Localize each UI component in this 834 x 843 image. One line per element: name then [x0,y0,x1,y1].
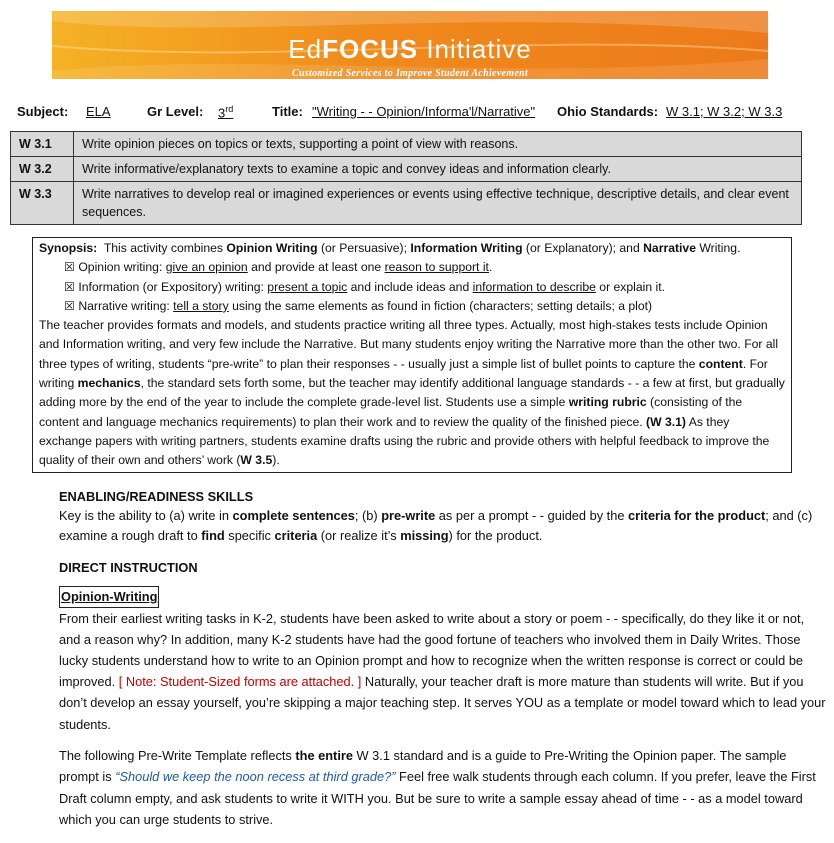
synopsis-paragraph: The teacher provides formats and models, and students practice writing all three types. Actually, most high-stakes tests include Opinion and Information writing, and very few include the Narrative. But many students enjoy writing the Narrative more than the other two. For all three types of writing, students “pre-write” to plan their responses - - usually just a simple list of bullet points to capture the content. For writing mechanics, the standard sets forth some, but the teacher may identify additional language standards - - a few at first, but gradually adding more by the end of the year to include the complete grade-level list. Students use a simple writing rubric (consisting of the content and language mechanics requirements) to plan their work and to review the quality of the finished piece. (W 3.1) As they exchange papers with writing partners, students examine drafts using the rubric and provide others with helpful feedback to improve the quality of their own and others’ work (W 3.5). [39,318,785,468]
enabling-text: Key is the ability to (a) write in complete sentences; (b) pre-write as per a prompt - - guided by the criteria for the product; and (c) examine a rough draft to find specific criteria (or realize it’s missing) for the product. [59,508,813,543]
table-row [11,182,802,225]
brand-tagline: Customized Services to Improve Student Achievement [291,68,528,79]
grade-value: 3rd [218,104,234,121]
grade-label: Gr Level: [147,104,204,119]
standard-text: Write narratives to develop real or imagined experiences or events using effective technique, descriptive details, and clear event sequences. [74,182,802,225]
standards-label: Ohio Standards: [557,104,659,119]
standards-table [10,131,802,225]
standard-text: Write informative/explanatory texts to examine a topic and convey ideas and information clearly. [74,157,802,182]
checklist-item-information: ☒ Information (or Expository) writing: present a topic and include ideas and information to describe or explain it. [64,279,666,294]
opinion-writing-subheading: Opinion-Writing [59,586,829,607]
synopsis-intro: Synopsis: This activity combines Opinion Writing (or Persuasive); Information Writing (or Explanatory); and Narrative Writing. [39,241,741,255]
standard-code: W 3.1 [11,132,74,157]
synopsis-box [32,237,792,473]
checked-box-icon: ☒ [64,298,75,313]
brand-logo: EdFOCUS Initiative [288,34,532,64]
enabling-heading: ENABLING/READINESS SKILLS [59,489,254,504]
note-attached-forms: [ Note: Student-Sized forms are attached. ] [118,674,362,690]
standard-code: W 3.3 [11,182,74,225]
standard-code: W 3.2 [11,157,74,182]
direct-instruction-heading: DIRECT INSTRUCTION [59,560,198,575]
table-row [11,157,802,182]
table-row [11,132,802,157]
checklist-item-narrative: ☒ Narrative writing: tell a story using the same elements as found in fiction (characters; setting details; a plot) [64,298,653,313]
standard-text: Write opinion pieces on topics or texts, supporting a point of view with reasons. [74,132,802,157]
sample-prompt: “Should we keep the noon recess at third grade?” [115,769,396,785]
checklist-item-opinion: ☒ Opinion writing: give an opinion and provide at least one reason to support it. [64,260,493,275]
checked-box-icon: ☒ [64,260,75,275]
checked-box-icon: ☒ [64,279,75,294]
opinion-paragraph-2: The following Pre-Write Template reflects the entire W 3.1 standard and is a guide to Pre-Writing the Opinion paper. The sample prompt is “Should we keep the noon recess at third grade?” Feel free walk students through each column. If you prefer, leave the First Draft column empty, and ask students to write it WITH you. But be sure to write a sample essay ahead of time - - as a model toward which you can urge students to strive. [59,747,816,828]
opinion-paragraph-1: From their earliest writing tasks in K-2, students have been asked to write about a story or poem - - specifically, do they like it or not, and a reason why? In addition, many K-2 students have had the good fortune of teachers who involved them in Daily Writes. Those lucky students understand how to write to an Opinion prompt and how to recognize when the written response is correct or could be improved. [ Note: Student-Sized forms are attached. ] Naturally, your teacher draft is more mature than students will write. But if you don’t develop an essay yourself, you’re skipping a major teaching step. It serves YOU as a template or model toward which to lead your students. [59,610,826,732]
edfocus-banner [52,11,768,79]
subject-value: ELA [86,104,111,119]
title-value: "Writing - - Opinion/Informa'l/Narrative" [312,104,536,119]
enabling-section [59,487,829,545]
title-label: Title: [272,104,303,119]
subject-label: Subject: [17,104,69,119]
direct-instruction-section [59,558,829,831]
standards-value: W 3.1; W 3.2; W 3.3 [666,104,783,119]
